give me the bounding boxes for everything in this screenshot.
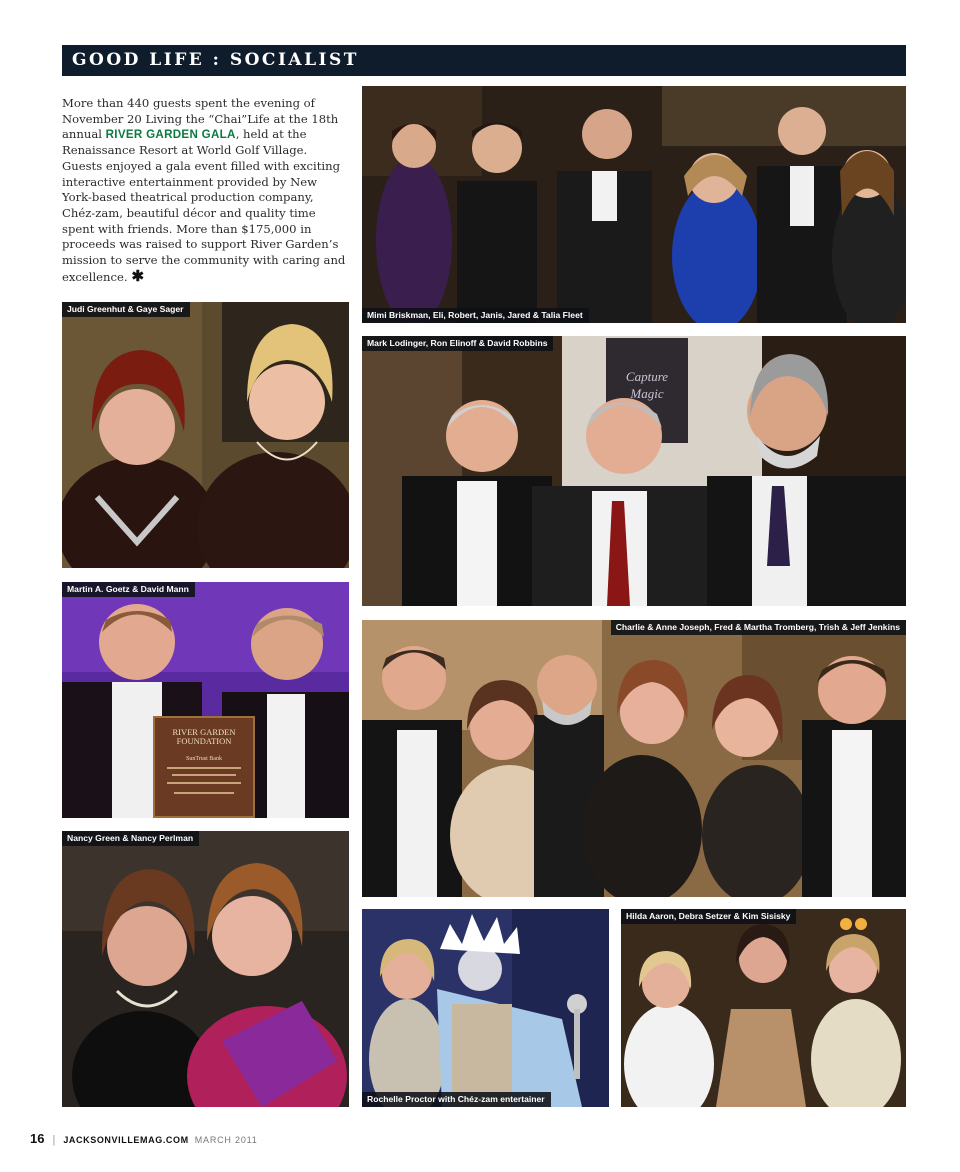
page-footer — [30, 1131, 258, 1147]
photo-aaron-image — [621, 909, 906, 1107]
footer-site-link[interactable]: JACKSONVILLEMAG.COM — [63, 1135, 189, 1145]
section-header-bar — [62, 45, 906, 76]
photo-goetz-mann — [62, 582, 349, 818]
photo-fleet-caption: Mimi Briskman, Eli, Robert, Janis, Jared & Talia Fleet — [362, 308, 589, 323]
photo-green-perlman — [62, 831, 349, 1107]
photo-goetz-caption: Martin A. Goetz & David Mann — [62, 582, 195, 597]
photo-lodinger-group — [362, 336, 906, 606]
intro-paragraph — [62, 96, 347, 285]
photo-fleet-family — [362, 86, 906, 323]
photo-proctor-image — [362, 909, 609, 1107]
photo-aaron-group — [621, 909, 906, 1107]
end-mark-icon: ✱ — [131, 266, 145, 285]
photo-greenhut-caption: Judi Greenhut & Gaye Sager — [62, 302, 190, 317]
footer-issue-date: MARCH 2011 — [194, 1135, 258, 1145]
backdrop-text: Capture — [625, 369, 669, 384]
photo-lodinger-image — [362, 336, 906, 606]
photo-joseph-caption: Charlie & Anne Joseph, Fred & Martha Tromberg, Trish & Jeff Jenkins — [611, 620, 906, 635]
photo-proctor-caption: Rochelle Proctor with Chéz-zam entertainer — [362, 1092, 551, 1107]
photo-joseph-group — [362, 620, 906, 897]
photo-green-caption: Nancy Green & Nancy Perlman — [62, 831, 199, 846]
photo-greenhut-image — [62, 302, 349, 568]
intro-text-part1: More than 440 guests spent the evening of November 20 Living the “Chai”Life at the 18th annual — [62, 96, 339, 142]
photo-joseph-image — [362, 620, 906, 897]
photo-green-image — [62, 831, 349, 1107]
footer-separator: | — [52, 1134, 56, 1146]
intro-text-part2: , held at the Renaissance Resort at World Golf Village. Guests enjoyed a gala event filled with exciting interactive entertainment provided by New York-based theatrical production company, Chéz-zam, beautiful décor and quality time spent with friends. More than $175,000 in proceeds was raised to support River Garden’s mission to serve the community with caring and excellence. — [62, 127, 346, 284]
plaque-name: SunTrust Bank — [186, 756, 222, 762]
photo-fleet-image — [362, 86, 906, 323]
photo-proctor-entertainer — [362, 909, 609, 1107]
section-title: GOOD LIFE : SOCIALIST — [72, 50, 359, 70]
photo-aaron-caption: Hilda Aaron, Debra Setzer & Kim Sisisky — [621, 909, 796, 924]
photo-lodinger-caption: Mark Lodinger, Ron Elinoff & David Robbins — [362, 336, 553, 351]
plaque-title: RIVER GARDEN — [172, 727, 236, 737]
plaque-title-2: FOUNDATION — [176, 736, 232, 746]
event-name-highlight: RIVER GARDEN GALA — [105, 128, 236, 142]
photo-greenhut-sager — [62, 302, 349, 568]
page-number: 16 — [30, 1131, 45, 1146]
photo-goetz-image — [62, 582, 349, 818]
backdrop-text-2: Magic — [630, 386, 664, 401]
